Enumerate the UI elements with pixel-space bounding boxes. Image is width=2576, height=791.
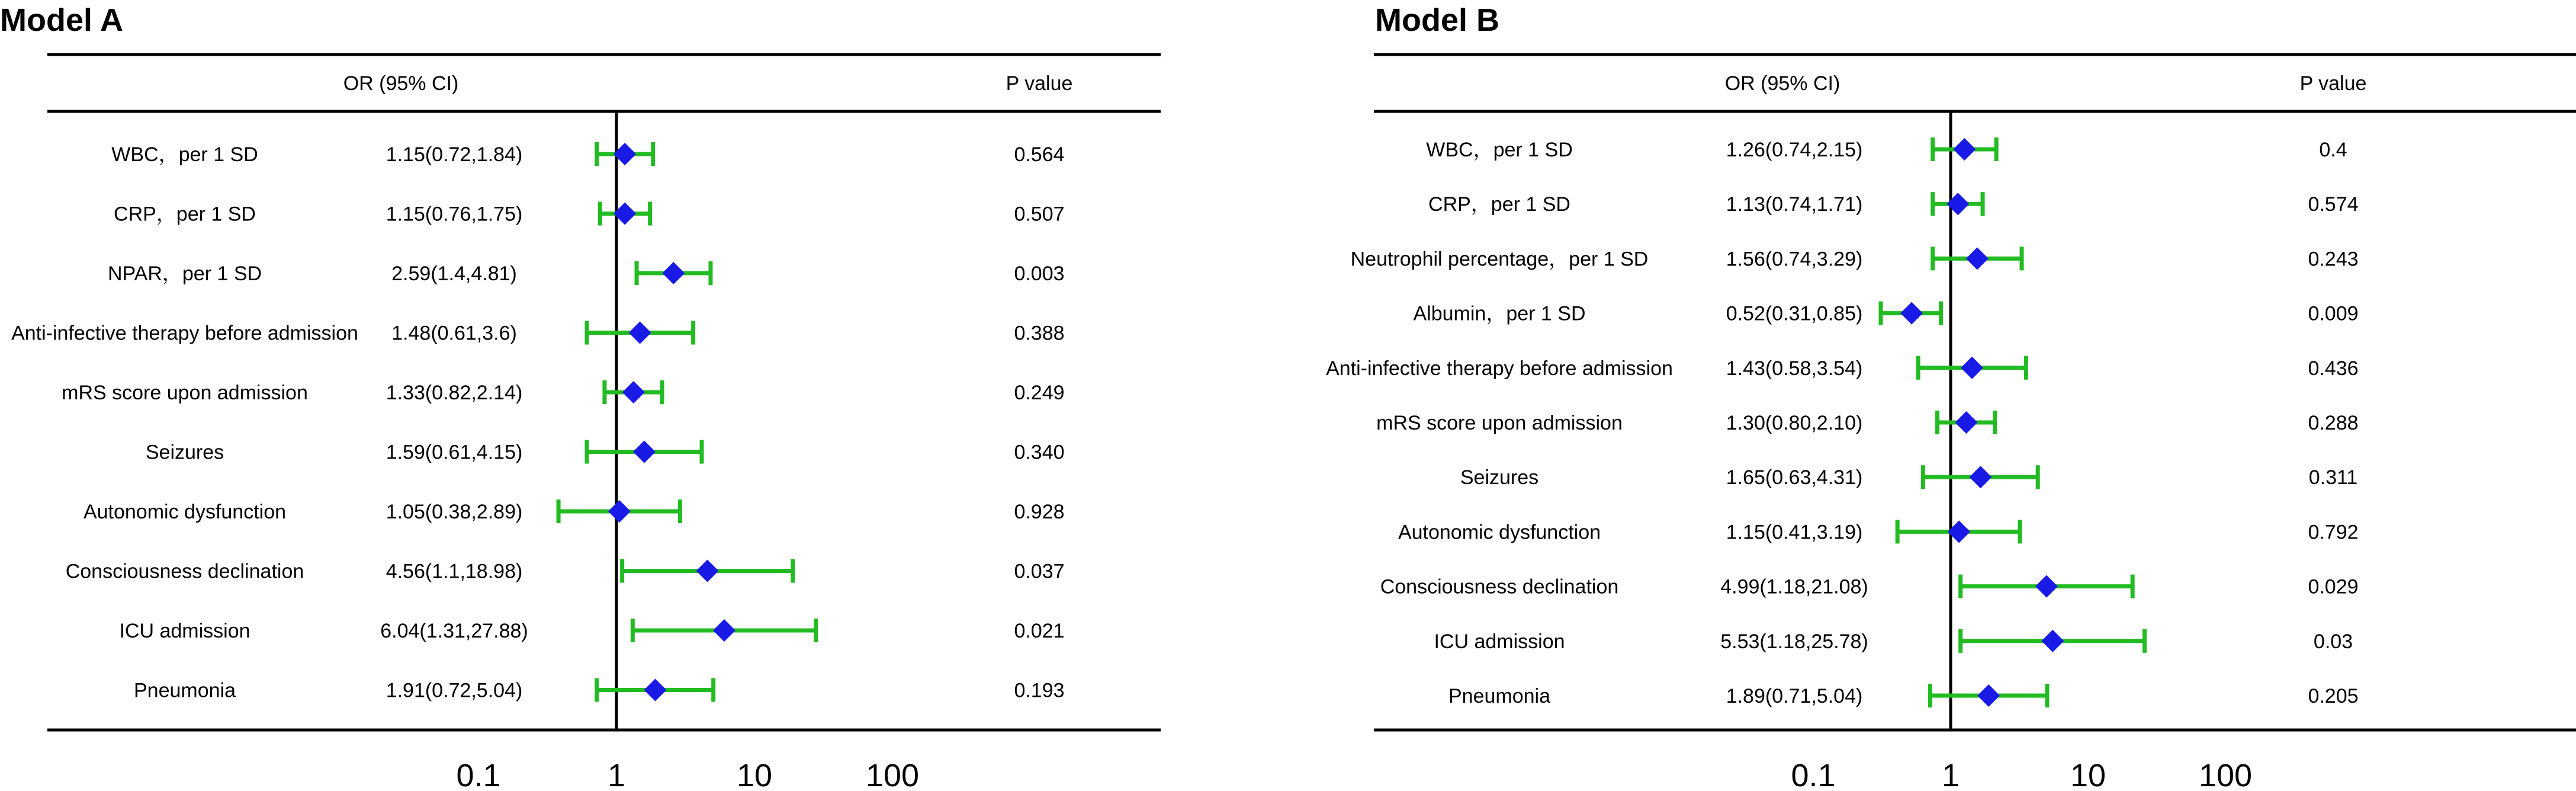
row-label: ICU admission xyxy=(119,620,250,642)
row-p-value: 0.193 xyxy=(1014,679,1065,702)
or-point-marker xyxy=(1961,357,1983,379)
or-point-marker xyxy=(608,500,631,523)
row-or-ci: 4.99(1.18,21.08) xyxy=(1720,575,1868,598)
row-p-value: 0.564 xyxy=(1014,143,1065,166)
row-p-value: 0.205 xyxy=(2308,685,2359,707)
forest-panel-model-b xyxy=(1326,2,2576,788)
forest-row xyxy=(1426,137,2347,161)
row-p-value: 0.288 xyxy=(2308,412,2359,434)
row-or-ci: 4.56(1.1,18.98) xyxy=(386,560,523,583)
row-or-ci: 1.43(0.58,3.54) xyxy=(1726,357,1863,380)
row-label: CRP，per 1 SD xyxy=(1428,193,1570,216)
row-p-value: 0.021 xyxy=(1014,620,1065,642)
row-or-ci: 1.30(0.80,2.10) xyxy=(1726,412,1863,434)
x-tick-label: 1 xyxy=(1941,758,1960,788)
row-label: Pneumonia xyxy=(1448,685,1551,707)
row-or-ci: 1.15(0.41,3.19) xyxy=(1726,521,1863,544)
row-p-value: 0.4 xyxy=(2319,139,2347,161)
row-or-ci: 6.04(1.31,27.88) xyxy=(380,620,528,642)
row-p-value: 0.388 xyxy=(1014,322,1065,345)
or-point-marker xyxy=(696,560,719,582)
or-point-marker xyxy=(662,262,685,284)
or-point-marker xyxy=(1900,302,1923,325)
forest-row xyxy=(1380,575,2359,598)
forest-row xyxy=(1448,684,2359,707)
or-point-marker xyxy=(622,381,645,403)
forest-row xyxy=(1413,302,2358,325)
forest-row xyxy=(1351,246,2359,270)
panel-title: Model A xyxy=(0,2,123,38)
row-label: Anti-infective therapy before admission xyxy=(1326,357,1673,380)
forest-row xyxy=(146,440,1065,464)
row-label: ICU admission xyxy=(1434,630,1565,653)
row-label: WBC，per 1 SD xyxy=(1426,139,1573,161)
row-label: CRP，per 1 SD xyxy=(114,203,256,226)
forest-row xyxy=(83,499,1065,523)
row-or-ci: 5.53(1.18,25.78) xyxy=(1720,630,1868,653)
or-point-marker xyxy=(633,441,656,463)
or-point-marker xyxy=(1953,138,1976,161)
row-label: Seizures xyxy=(1460,466,1539,489)
forest-row xyxy=(134,678,1065,702)
row-p-value: 0.311 xyxy=(2308,466,2358,489)
row-p-value: 0.003 xyxy=(1014,262,1065,285)
forest-row xyxy=(62,380,1064,404)
row-label: NPAR，per 1 SD xyxy=(107,262,262,285)
row-or-ci: 1.65(0.63,4.31) xyxy=(1726,466,1863,489)
x-tick-label: 100 xyxy=(2198,758,2253,788)
forest-row xyxy=(1326,356,2358,380)
row-p-value: 0.249 xyxy=(1014,382,1065,404)
row-p-value: 0.792 xyxy=(2308,521,2359,544)
row-p-value: 0.037 xyxy=(1014,560,1065,583)
p-value-column-header: P value xyxy=(2299,72,2367,95)
row-or-ci: 1.33(0.82,2.14) xyxy=(386,382,523,404)
row-or-ci: 1.91(0.72,5.04) xyxy=(386,679,523,702)
row-label: Albumin，per 1 SD xyxy=(1413,302,1586,325)
x-tick-label: 0.1 xyxy=(1791,758,1836,788)
row-or-ci: 1.26(0.74,2.15) xyxy=(1726,139,1863,161)
row-label: Autonomic dysfunction xyxy=(83,501,287,523)
forest-row xyxy=(111,142,1064,166)
row-or-ci: 1.48(0.61,3.6) xyxy=(391,322,517,345)
or-point-marker xyxy=(1966,247,1989,270)
forest-row xyxy=(108,261,1065,285)
row-label: Autonomic dysfunction xyxy=(1398,521,1601,544)
row-or-ci: 0.52(0.31,0.85) xyxy=(1726,302,1863,325)
row-or-ci: 1.59(0.61,4.15) xyxy=(386,441,523,464)
or-point-marker xyxy=(629,322,651,344)
forest-row xyxy=(66,559,1065,583)
or-point-marker xyxy=(644,679,666,702)
forest-panel-model-a xyxy=(0,2,1161,788)
row-p-value: 0.507 xyxy=(1014,203,1065,226)
row-p-value: 0.009 xyxy=(2308,302,2359,325)
row-label: Consciousness declination xyxy=(65,560,304,583)
row-p-value: 0.243 xyxy=(2308,248,2359,271)
row-or-ci: 1.56(0.74,3.29) xyxy=(1726,248,1863,271)
row-or-ci: 2.59(1.4,4.81) xyxy=(391,262,517,285)
row-or-ci: 1.05(0.38,2.89) xyxy=(386,501,523,523)
p-value-column-header: P value xyxy=(1006,72,1073,95)
x-tick-label: 10 xyxy=(2070,758,2106,788)
or-point-marker xyxy=(2035,575,2058,598)
row-label: Pneumonia xyxy=(133,679,236,702)
forest-row xyxy=(1434,629,2353,653)
or-column-header: OR (95% CI) xyxy=(343,72,459,95)
or-point-marker xyxy=(713,619,735,642)
row-p-value: 0.436 xyxy=(2308,357,2359,380)
row-p-value: 0.574 xyxy=(2308,193,2359,216)
or-point-marker xyxy=(1955,411,1977,434)
row-p-value: 0.03 xyxy=(2313,630,2353,653)
row-label: Neutrophil percentage，per 1 SD xyxy=(1350,248,1649,271)
forest-row xyxy=(1428,192,2359,216)
row-label: Seizures xyxy=(145,441,224,464)
row-label: WBC，per 1 SD xyxy=(111,143,258,166)
row-p-value: 0.029 xyxy=(2308,575,2359,598)
row-p-value: 0.340 xyxy=(1014,441,1065,464)
x-tick-label: 10 xyxy=(736,758,773,788)
row-p-value: 0.928 xyxy=(1014,501,1065,523)
forest-row xyxy=(1376,411,2358,434)
row-label: mRS score upon admission xyxy=(62,382,308,404)
x-tick-label: 0.1 xyxy=(456,758,501,788)
forest-row xyxy=(11,321,1064,345)
forest-row xyxy=(1398,520,2359,543)
row-label: mRS score upon admission xyxy=(1376,412,1623,434)
row-label: Consciousness declination xyxy=(1380,575,1619,598)
or-point-marker xyxy=(1969,466,1992,488)
forest-row xyxy=(119,619,1064,642)
forest-row xyxy=(114,202,1065,226)
or-column-header: OR (95% CI) xyxy=(1724,72,1841,95)
x-tick-label: 1 xyxy=(607,758,626,788)
panel-title: Model B xyxy=(1375,2,1499,38)
row-or-ci: 1.89(0.71,5.04) xyxy=(1726,685,1863,707)
or-point-marker xyxy=(2041,630,2064,652)
row-label: Anti-infective therapy before admission xyxy=(11,322,358,345)
row-or-ci: 1.15(0.76,1.75) xyxy=(386,203,523,226)
forest-row xyxy=(1460,465,2357,489)
or-point-marker xyxy=(1977,684,2000,707)
x-tick-label: 100 xyxy=(865,758,920,788)
row-or-ci: 1.15(0.72,1.84) xyxy=(386,143,523,166)
row-or-ci: 1.13(0.74,1.71) xyxy=(1726,193,1863,216)
